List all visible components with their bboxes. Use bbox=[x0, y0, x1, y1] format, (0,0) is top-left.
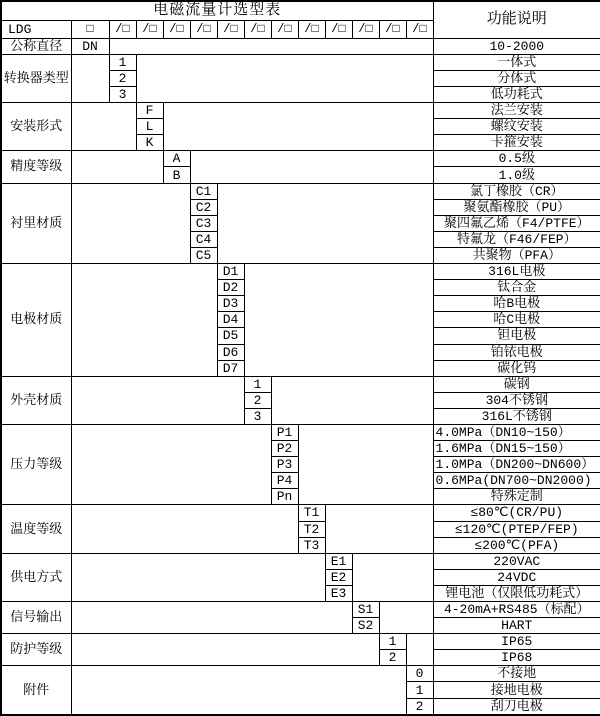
section-label: 防护等级 bbox=[1, 634, 71, 666]
description-cell: 304不锈钢 bbox=[433, 392, 600, 408]
description-cell: 锂电池（仅限低功耗式） bbox=[433, 585, 600, 601]
section-label: 公称直径 bbox=[1, 38, 71, 54]
description-cell: 法兰安装 bbox=[433, 103, 600, 119]
spacer-cell bbox=[71, 634, 379, 666]
code-cell: T3 bbox=[298, 537, 325, 553]
description-cell: 1.0级 bbox=[433, 167, 600, 183]
code-cell: P4 bbox=[271, 473, 298, 489]
spacer-cell bbox=[71, 553, 325, 601]
section-label: 温度等级 bbox=[1, 505, 71, 553]
code-cell: C2 bbox=[190, 199, 217, 215]
model-slash-digit-box: /□ bbox=[109, 20, 136, 38]
code-cell: DN bbox=[71, 38, 109, 54]
model-slash-digit-box: /□ bbox=[244, 20, 271, 38]
code-cell: 1 bbox=[406, 682, 433, 698]
spacer-cell bbox=[217, 183, 433, 263]
spacer-cell bbox=[71, 602, 352, 634]
code-cell: S2 bbox=[352, 618, 379, 634]
description-cell: 钽电极 bbox=[433, 328, 600, 344]
spacer-cell bbox=[71, 54, 109, 102]
code-cell: 2 bbox=[109, 70, 136, 86]
description-cell: IP65 bbox=[433, 634, 600, 650]
model-slash-digit-box: /□ bbox=[298, 20, 325, 38]
section-label: 精度等级 bbox=[1, 151, 71, 183]
code-cell: E3 bbox=[325, 585, 352, 601]
spacer-cell bbox=[71, 264, 217, 377]
spacer-cell bbox=[352, 553, 433, 601]
description-cell: 哈C电极 bbox=[433, 312, 600, 328]
code-cell: C1 bbox=[190, 183, 217, 199]
model-slash-digit-box: /□ bbox=[379, 20, 406, 38]
code-cell: A bbox=[163, 151, 190, 167]
code-cell: F bbox=[136, 103, 163, 119]
code-cell: C3 bbox=[190, 215, 217, 231]
description-cell: 特殊定制 bbox=[433, 489, 600, 505]
description-cell: 220VAC bbox=[433, 553, 600, 569]
section-label: 信号输出 bbox=[1, 602, 71, 634]
description-cell: ≤80℃(CR/PU) bbox=[433, 505, 600, 521]
code-cell: B bbox=[163, 167, 190, 183]
description-cell: 铂铱电极 bbox=[433, 344, 600, 360]
code-cell: C5 bbox=[190, 247, 217, 263]
description-cell: 接地电极 bbox=[433, 682, 600, 698]
spacer-cell bbox=[136, 54, 433, 102]
section-label: 供电方式 bbox=[1, 553, 71, 601]
table-title: 电磁流量计选型表 bbox=[1, 1, 433, 20]
description-cell: 316L电极 bbox=[433, 264, 600, 280]
description-cell: 1.0MPa（DN200~DN600） bbox=[433, 457, 600, 473]
description-cell: 24VDC bbox=[433, 569, 600, 585]
section-label: 外壳材质 bbox=[1, 376, 71, 424]
description-cell: IP68 bbox=[433, 650, 600, 666]
description-cell: 氯丁橡胶（CR） bbox=[433, 183, 600, 199]
code-cell: 2 bbox=[406, 698, 433, 715]
section-label: 转换器类型 bbox=[1, 54, 71, 102]
description-cell: 10-2000 bbox=[433, 38, 600, 54]
description-cell: 碳钢 bbox=[433, 376, 600, 392]
description-cell: 碳化钨 bbox=[433, 360, 600, 376]
description-cell: ≤120℃(PTEP/FEP) bbox=[433, 521, 600, 537]
code-cell: 2 bbox=[244, 392, 271, 408]
description-cell: 一体式 bbox=[433, 54, 600, 70]
spacer-cell bbox=[71, 505, 298, 553]
description-cell: 哈B电极 bbox=[433, 296, 600, 312]
spacer-cell bbox=[109, 38, 433, 54]
description-cell: 共聚物（PFA） bbox=[433, 247, 600, 263]
spacer-cell bbox=[244, 264, 433, 377]
section-label: 附件 bbox=[1, 666, 71, 715]
model-slash-digit-box: /□ bbox=[163, 20, 190, 38]
description-cell: 4-20mA+RS485（标配） bbox=[433, 602, 600, 618]
description-cell: 卡箍安装 bbox=[433, 135, 600, 151]
description-cell: 0.6MPa(DN700~DN2000) bbox=[433, 473, 600, 489]
code-cell: S1 bbox=[352, 602, 379, 618]
model-slash-digit-box: /□ bbox=[190, 20, 217, 38]
spacer-cell bbox=[271, 376, 433, 424]
model-slash-digit-box: /□ bbox=[325, 20, 352, 38]
description-cell: 4.0MPa（DN10~150） bbox=[433, 424, 600, 440]
model-slash-digit-box: /□ bbox=[136, 20, 163, 38]
code-cell: C4 bbox=[190, 231, 217, 247]
code-cell: T1 bbox=[298, 505, 325, 521]
description-cell: 刮刀电极 bbox=[433, 698, 600, 715]
code-cell: Pn bbox=[271, 489, 298, 505]
spacer-cell bbox=[71, 666, 406, 715]
code-cell: 0 bbox=[406, 666, 433, 682]
code-cell: E1 bbox=[325, 553, 352, 569]
description-cell: 特氟龙（F46/FEP） bbox=[433, 231, 600, 247]
function-column-header: 功能说明 bbox=[433, 1, 600, 38]
code-cell: D6 bbox=[217, 344, 244, 360]
model-slash-digit-box: /□ bbox=[406, 20, 433, 38]
description-cell: 不接地 bbox=[433, 666, 600, 682]
spacer-cell bbox=[298, 424, 433, 504]
description-cell: 聚氨酯橡胶（PU） bbox=[433, 199, 600, 215]
code-cell: D2 bbox=[217, 280, 244, 296]
model-digit-box: □ bbox=[71, 20, 109, 38]
code-cell: P3 bbox=[271, 457, 298, 473]
description-cell: 316L不锈钢 bbox=[433, 408, 600, 424]
model-slash-digit-box: /□ bbox=[352, 20, 379, 38]
code-cell: D7 bbox=[217, 360, 244, 376]
spacer-cell bbox=[71, 424, 271, 504]
description-cell: 分体式 bbox=[433, 70, 600, 86]
code-cell: D5 bbox=[217, 328, 244, 344]
spacer-cell bbox=[406, 634, 433, 666]
spacer-cell bbox=[71, 151, 163, 183]
code-cell: 3 bbox=[109, 87, 136, 103]
spacer-cell bbox=[379, 602, 433, 634]
code-cell: 2 bbox=[379, 650, 406, 666]
code-cell: T2 bbox=[298, 521, 325, 537]
code-cell: D4 bbox=[217, 312, 244, 328]
spacer-cell bbox=[71, 103, 136, 151]
description-cell: 低功耗式 bbox=[433, 87, 600, 103]
section-label: 电极材质 bbox=[1, 264, 71, 377]
description-cell: 聚四氟乙烯（F4/PTFE） bbox=[433, 215, 600, 231]
spacer-cell bbox=[190, 151, 433, 183]
code-cell: K bbox=[136, 135, 163, 151]
model-slash-digit-box: /□ bbox=[217, 20, 244, 38]
spacer-cell bbox=[71, 376, 244, 424]
code-cell: 3 bbox=[244, 408, 271, 424]
code-cell: 1 bbox=[244, 376, 271, 392]
description-cell: HART bbox=[433, 618, 600, 634]
code-cell: P1 bbox=[271, 424, 298, 440]
description-cell: 1.6MPa（DN15~150） bbox=[433, 441, 600, 457]
section-label: 安装形式 bbox=[1, 103, 71, 151]
spacer-cell bbox=[325, 505, 433, 553]
code-cell: D3 bbox=[217, 296, 244, 312]
spacer-cell bbox=[163, 103, 433, 151]
code-cell: D1 bbox=[217, 264, 244, 280]
section-label: 衬里材质 bbox=[1, 183, 71, 263]
code-cell: 1 bbox=[379, 634, 406, 650]
model-slash-digit-box: /□ bbox=[271, 20, 298, 38]
code-cell: L bbox=[136, 119, 163, 135]
description-cell: ≤200℃(PFA) bbox=[433, 537, 600, 553]
description-cell: 钛合金 bbox=[433, 280, 600, 296]
spacer-cell bbox=[71, 183, 190, 263]
description-cell: 螺纹安装 bbox=[433, 119, 600, 135]
code-cell: E2 bbox=[325, 569, 352, 585]
model-prefix: LDG bbox=[1, 20, 71, 38]
description-cell: 0.5级 bbox=[433, 151, 600, 167]
code-cell: 1 bbox=[109, 54, 136, 70]
code-cell: P2 bbox=[271, 441, 298, 457]
section-label: 压力等级 bbox=[1, 424, 71, 504]
